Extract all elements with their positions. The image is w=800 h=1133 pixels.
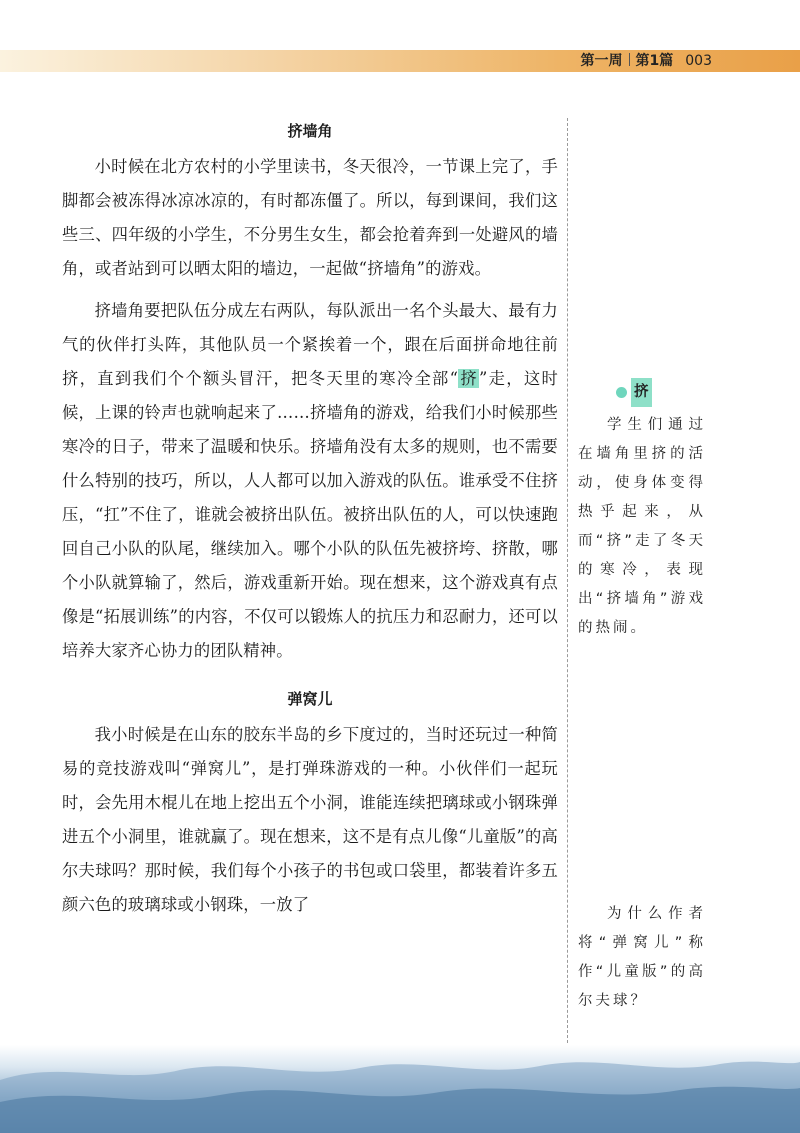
week-label: 第一周	[580, 53, 623, 69]
paragraph: 小时候在北方农村的小学里读书，冬天很冷，一节课上完了，手脚都会被冻得冰凉冰凉的，有时都冻僵了。所以，每到课间，我们这些三、四年级的小学生，不分男生女生，都会抢着奔到一处避风的墙角，或者站到可以晒太阳的墙边，一起做“挤墙角”的游戏。	[62, 157, 558, 278]
note-text: 为什么作者将“弹窝儿”称作“儿童版”的高尔夫球？	[578, 906, 706, 1009]
main-text	[62, 112, 558, 922]
highlighted-word: 挤	[459, 369, 478, 388]
header-divider	[629, 53, 630, 66]
paragraph: 我小时候是在山东的胶东半岛的乡下度过的，当时还玩过一种简易的竞技游戏叫“弹窝儿”，是打弹珠游戏的一种。小伙伴们一起玩时，会先用木棍儿在地上挖出五个小洞，谁能连续把璃球或小钢珠弹进五个小洞里，谁就赢了。现在想来，这不是有点儿像“儿童版”的高尔夫球吗？那时候，我们每个小孩子的书包或口袋里，都装着许多五颜六色的玻璃球或小钢珠，一放了	[62, 725, 558, 914]
article-label: 第1篇	[635, 53, 674, 69]
note-heading	[616, 378, 706, 407]
page-number: 003	[685, 53, 712, 69]
margin-note	[578, 378, 706, 643]
note-keyword: 挤	[631, 378, 652, 407]
margin-question	[578, 900, 706, 1016]
bullet-dot-icon	[616, 387, 627, 398]
page-header	[581, 50, 712, 72]
section-title: 弹窝儿	[287, 690, 333, 708]
margin-divider	[567, 118, 568, 1048]
section-title: 挤墙角	[287, 122, 333, 140]
wave-decoration	[0, 1040, 800, 1133]
paragraph: 挤墙角要把队伍分成左右两队，每队派出一名个头最大、最有力气的伙伴打头阵，其他队员一个紧挨着一个，跟在后面拼命地往前挤，直到我们个个额头冒汗，把冬天里的寒冷全部“挤”走，这时候，上课的铃声也就响起来了……挤墙角的游戏，给我们小时候那些寒冷的日子，带来了温暖和快乐。挤墙角没有太多的规则，也不需要什么特别的技巧，所以，人人都可以加入游戏的队伍。谁承受不住挤压，“扛”不住了，谁就会被挤出队伍。被挤出队伍的人，可以快速跑回自己小队的队尾，继续加入。哪个小队的队伍先被挤垮、挤散，哪个小队就算输了，然后，游戏重新开始。现在想来，这个游戏真有点像是“拓展训练”的内容，不仅可以锻炼人的抗压力和忍耐力，还可以培养大家齐心协力的团队精神。	[62, 301, 558, 660]
note-text: 学生们通过在墙角里挤的活动，使身体变得热乎起来，从而“挤”走了冬天的寒冷，表现出“挤墙角”游戏的热闹。	[578, 417, 706, 636]
